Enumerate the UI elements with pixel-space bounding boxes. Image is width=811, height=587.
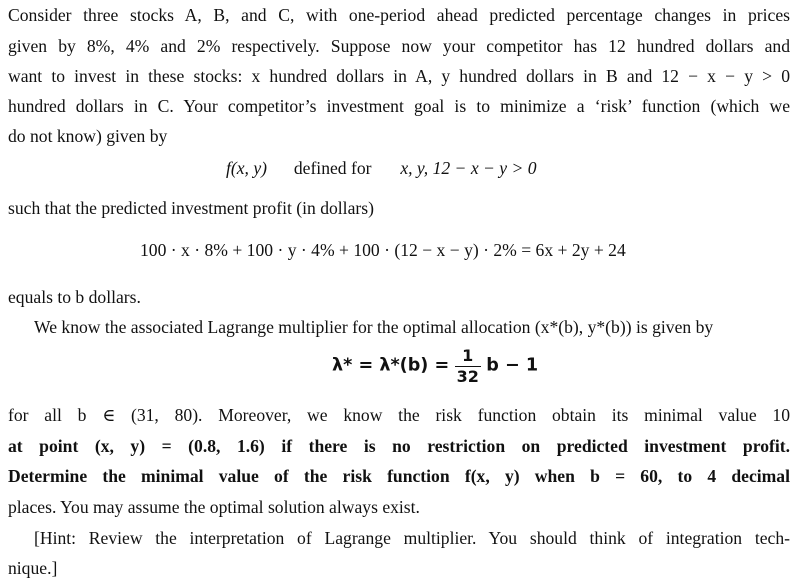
- hint-line-1: [Hint: Review the interpretation of Lagrange multiplier. You should think of integration tech-: [34, 528, 790, 548]
- intro-line-5: do not know) given by: [8, 126, 168, 146]
- intro-line-2: given by 8%, 4% and 2% respectively. Suppose now your competitor has 12 hundred dollars and: [8, 36, 790, 56]
- assumption-line: places. You may assume the optimal solution always exist.: [8, 497, 420, 517]
- equals-line: equals to b dollars.: [8, 287, 141, 307]
- intro-line-1: Consider three stocks A, B, and C, with one-period ahead predicted percentage changes in prices: [8, 5, 790, 25]
- question-line: Determine the minimal value of the risk function f(x, y) when b = 60, to 4 decimal: [8, 466, 790, 486]
- such-that-line: such that the predicted investment profit (in dollars): [8, 198, 374, 218]
- intro-line-4: hundred dollars in C. Your competitor’s investment goal is to minimize a ‘risk’ function (which we: [8, 96, 790, 116]
- profit-equation: 100 · x · 8% + 100 · y · 4% + 100 · (12 − x − y) · 2% = 6x + 2y + 24: [140, 240, 626, 260]
- lagrange-line: We know the associated Lagrange multiplier for the optimal allocation (x*(b), y*(b)) is given by: [34, 317, 714, 337]
- lambda-equation: [332, 348, 538, 385]
- intro-line-3: want to invest in these stocks: x hundred dollars in A, y hundred dollars in B and 12 − x − y > 0: [8, 66, 790, 86]
- fraction-numerator: 1: [462, 346, 474, 365]
- lambda-fraction: [455, 348, 481, 385]
- fraction-denominator: 32: [456, 367, 479, 386]
- condition-line-1: for all b ∈ (31, 80). Moreover, we know the risk function obtain its minimal value 10: [8, 405, 790, 425]
- lambda-lhs: λ* = λ*(b) =: [332, 355, 450, 376]
- condition-line-2: at point (x, y) = (0.8, 1.6) if there is no restriction on predicted investment profit.: [8, 436, 790, 456]
- function-definition: [226, 158, 537, 179]
- function-symbol: f(x, y): [226, 158, 268, 178]
- hint-line-2: nique.]: [8, 558, 58, 578]
- defined-for-text: defined for: [293, 158, 372, 178]
- domain-condition: x, y, 12 − x − y > 0: [400, 158, 537, 178]
- lambda-rhs: b − 1: [486, 355, 539, 376]
